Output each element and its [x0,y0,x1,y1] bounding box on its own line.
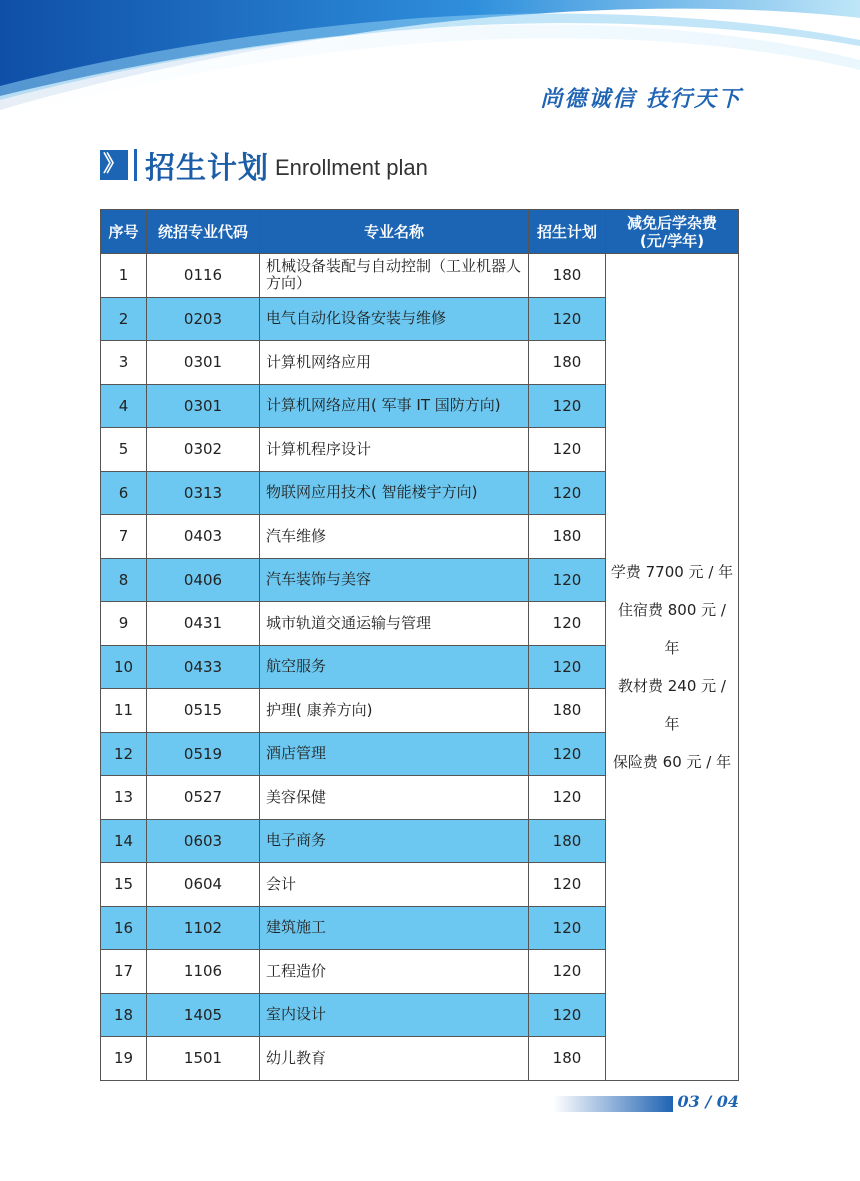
cell-code: 0603 [147,819,260,863]
header-wave-graphic [0,0,860,140]
cell-seq: 16 [101,906,147,950]
title-divider [134,149,137,181]
page-number: 03 / 04 [677,1092,739,1111]
cell-code: 1405 [147,993,260,1037]
double-chevron-icon: 》 [100,150,128,180]
cell-name: 电气自动化设备安装与维修 [260,297,529,341]
cell-count: 120 [529,993,606,1037]
cell-seq: 3 [101,341,147,385]
cell-name: 城市轨道交通运输与管理 [260,602,529,646]
cell-count: 180 [529,515,606,559]
cell-code: 0433 [147,645,260,689]
cell-code: 0604 [147,863,260,907]
cell-code: 0527 [147,776,260,820]
cell-name: 计算机网络应用( 军事 IT 国防方向) [260,384,529,428]
cell-name: 室内设计 [260,993,529,1037]
cell-name: 电子商务 [260,819,529,863]
cell-code: 1106 [147,950,260,994]
cell-count: 120 [529,602,606,646]
cell-count: 120 [529,732,606,776]
cell-count: 180 [529,689,606,733]
cell-name: 计算机网络应用 [260,341,529,385]
cell-name: 工程造价 [260,950,529,994]
cell-seq: 15 [101,863,147,907]
cell-count: 120 [529,384,606,428]
cell-name: 幼儿教育 [260,1037,529,1081]
fee-line: 教材费 240 元 / 年 [618,676,726,733]
cell-seq: 1 [101,254,147,298]
cell-count: 120 [529,645,606,689]
cell-name: 汽车维修 [260,515,529,559]
table-header-row [101,210,739,254]
cell-code: 0116 [147,254,260,298]
cell-name: 建筑施工 [260,906,529,950]
cell-code: 0203 [147,297,260,341]
cell-count: 120 [529,776,606,820]
cell-name: 机械设备装配与自动控制（工业机器人方向） [260,254,529,298]
cell-name: 汽车装饰与美容 [260,558,529,602]
header-count: 招生计划 [529,210,606,254]
title-chinese: 招生计划 [145,151,269,186]
school-motto: 尚德诚信 技行天下 [540,86,742,112]
cell-count: 120 [529,297,606,341]
cell-count: 120 [529,428,606,472]
cell-seq: 8 [101,558,147,602]
cell-seq: 14 [101,819,147,863]
cell-seq: 18 [101,993,147,1037]
cell-count: 180 [529,341,606,385]
fee-line: 学费 7700 元 / 年 [610,562,734,581]
footer-gradient-bar [553,1096,673,1112]
cell-name: 航空服务 [260,645,529,689]
page-footer [553,1092,739,1112]
cell-count: 180 [529,1037,606,1081]
cell-seq: 17 [101,950,147,994]
cell-seq: 2 [101,297,147,341]
cell-seq: 6 [101,471,147,515]
fee-cell [606,254,739,1081]
cell-count: 120 [529,471,606,515]
cell-code: 0519 [147,732,260,776]
cell-code: 0431 [147,602,260,646]
cell-code: 0403 [147,515,260,559]
cell-seq: 13 [101,776,147,820]
fee-line: 住宿费 800 元 / 年 [618,600,726,657]
cell-name: 美容保健 [260,776,529,820]
cell-name: 护理( 康养方向) [260,689,529,733]
cell-name: 计算机程序设计 [260,428,529,472]
cell-code: 1501 [147,1037,260,1081]
cell-count: 180 [529,254,606,298]
cell-name: 会计 [260,863,529,907]
cell-seq: 4 [101,384,147,428]
cell-count: 120 [529,863,606,907]
cell-seq: 11 [101,689,147,733]
header-seq: 序号 [101,210,147,254]
cell-code: 0302 [147,428,260,472]
cell-code: 0313 [147,471,260,515]
table-row [101,254,739,298]
fee-line: 保险费 60 元 / 年 [612,752,732,771]
cell-seq: 12 [101,732,147,776]
cell-seq: 9 [101,602,147,646]
cell-seq: 5 [101,428,147,472]
cell-name: 酒店管理 [260,732,529,776]
cell-seq: 19 [101,1037,147,1081]
cell-seq: 7 [101,515,147,559]
cell-name: 物联网应用技术( 智能楼宇方向) [260,471,529,515]
cell-code: 0406 [147,558,260,602]
cell-code: 1102 [147,906,260,950]
section-title [100,145,428,185]
header-name: 专业名称 [260,210,529,254]
header-code: 统招专业代码 [147,210,260,254]
cell-count: 180 [529,819,606,863]
cell-count: 120 [529,558,606,602]
title-english: Enrollment plan [275,155,428,180]
cell-count: 120 [529,950,606,994]
cell-count: 120 [529,906,606,950]
cell-code: 0301 [147,384,260,428]
cell-code: 0515 [147,689,260,733]
header-fee: 减免后学杂费 (元/学年) [606,210,739,254]
cell-seq: 10 [101,645,147,689]
enrollment-plan-table [100,209,739,1081]
cell-code: 0301 [147,341,260,385]
